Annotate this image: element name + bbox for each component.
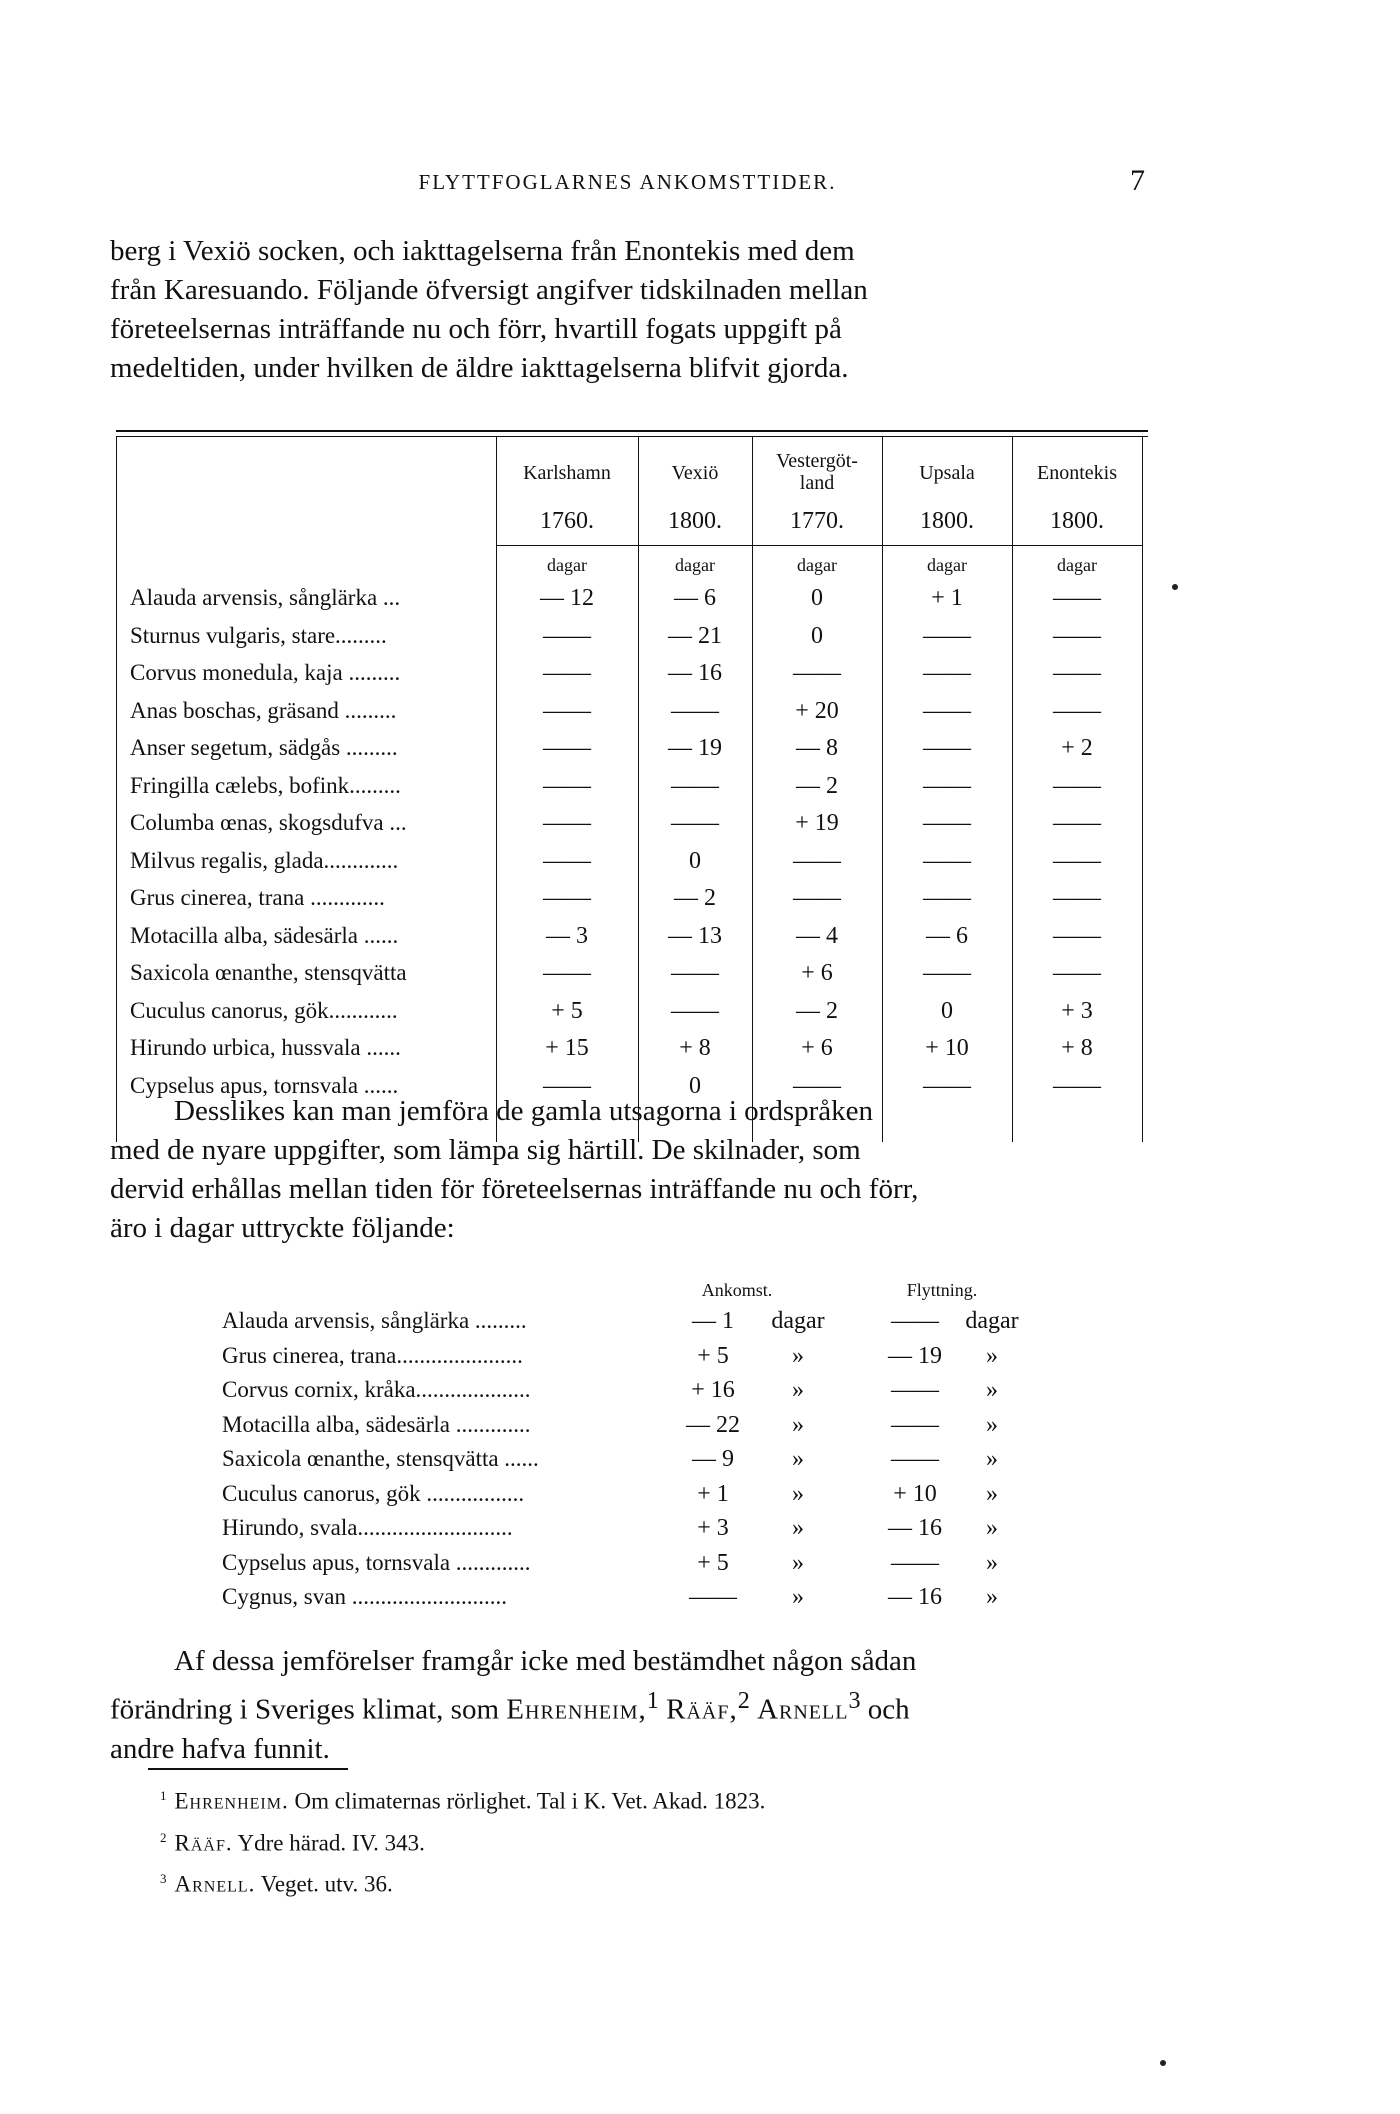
column-year: 1800. (668, 508, 722, 534)
running-head (110, 164, 1145, 210)
species-name: Sturnus vulgaris, stare......... (130, 622, 387, 648)
table-cell: —— (1053, 922, 1101, 949)
table-cell: + 15 (545, 1035, 589, 1061)
table-cell: —— (1053, 810, 1101, 836)
table-cell: —— (923, 810, 971, 836)
species-name: Grus cinerea, trana ............. (130, 885, 385, 910)
table-cell: » (792, 1480, 804, 1507)
table-cell: — 6 (674, 585, 716, 611)
footnote-ref: 3 (848, 1687, 861, 1714)
table-cell: —— (1053, 885, 1101, 911)
table-cell: — 13 (668, 922, 722, 949)
table-cell: —— (923, 697, 971, 724)
table-cell: —— (923, 960, 971, 986)
column-unit: dagar (1057, 555, 1097, 575)
table-cell: —— (793, 1072, 841, 1099)
departure-header: Flyttning. (906, 1280, 978, 1300)
table-top-rule-thin (116, 436, 1148, 437)
footnote-marker: 1 (160, 1788, 167, 1803)
species-name: Corvus monedula, kaja ......... (130, 660, 401, 685)
table-cell: —— (543, 847, 591, 874)
table-cell: — 19 (888, 1342, 942, 1369)
table-cell: —— (1053, 847, 1101, 874)
table-cell: — 21 (668, 622, 722, 649)
table-cell: » (792, 1584, 804, 1610)
table-cell: —— (793, 885, 841, 911)
table-cell: —— (543, 735, 591, 761)
column-unit: dagar (927, 555, 967, 575)
table-cell: —— (1053, 1072, 1101, 1099)
footnotes (160, 1778, 765, 1903)
table-cell: » (986, 1411, 998, 1438)
footnote-text: Ydre härad. IV. 343. (237, 1830, 425, 1856)
table-cell: — 2 (796, 772, 838, 799)
table-cell: —— (891, 1308, 939, 1334)
table-cell: — 19 (668, 735, 722, 761)
column-year: 1800. (1050, 508, 1104, 534)
table-cell: —— (671, 697, 719, 724)
table-cell: —— (671, 810, 719, 836)
proverb-comparison-table (222, 1280, 1062, 1630)
species-name: Fringilla cælebs, bofink......... (130, 772, 401, 798)
table-cell: —— (543, 772, 591, 799)
species-name: Columba œnas, skogsdufva ... (130, 810, 407, 835)
table-cell: + 3 (1061, 997, 1093, 1024)
text-line: Af dessa jemförelser framgår icke med bestämdhet någon sådan (174, 1645, 917, 1677)
table-cell: — 12 (540, 585, 594, 611)
text-line: med de nyare uppgifter, som lämpa sig härtill. De skilnader, som (110, 1134, 861, 1166)
arrival-difference-table (116, 430, 1148, 1142)
footnote-author: Arnell. (174, 1871, 256, 1897)
species-name: Saxicola œnanthe, stensqvätta ...... (222, 1446, 539, 1471)
species-name: Cygnus, svan ........................... (222, 1584, 507, 1609)
text-line: från Karesuando. Följande öfversigt angifver tidskilnaden mellan (110, 274, 868, 306)
table-cell: 0 (689, 1072, 701, 1099)
table-cell: » (986, 1377, 998, 1403)
text-line: berg i Vexiö socken, och iakttagelserna från Enontekis med dem (110, 235, 855, 267)
author-name: Arnell (757, 1693, 849, 1726)
table-cell: » (792, 1411, 804, 1438)
ink-speck (1172, 584, 1178, 590)
table-cell: —— (923, 847, 971, 874)
text-segment: förändring i Sveriges klimat, som (110, 1693, 500, 1726)
table-cell: —— (891, 1549, 939, 1576)
author-name: Ehrenheim, (506, 1693, 647, 1726)
table-cell: + 6 (801, 1035, 833, 1061)
table-cell: —— (923, 622, 971, 649)
table-cell: + 16 (691, 1377, 735, 1403)
table-cell: » (792, 1446, 804, 1472)
table-cell: » (792, 1549, 804, 1576)
column-header-enontekis: Enontekis (1037, 462, 1117, 484)
table-cell: —— (793, 660, 841, 686)
species-name: Milvus regalis, glada............. (130, 847, 399, 873)
table-cell: —— (891, 1411, 939, 1438)
table-cell: » (792, 1515, 804, 1541)
species-name: Hirundo, svala........................... (222, 1515, 513, 1540)
species-name: Cuculus canorus, gök ................. (222, 1480, 525, 1506)
table-cell: dagar (965, 1308, 1019, 1334)
footnote (160, 1861, 765, 1903)
footnote-marker: 3 (160, 1871, 167, 1887)
running-head-title: FLYTTFOGLARNES ANKOMSTTIDER. (418, 170, 837, 194)
table-cell: —— (1053, 622, 1101, 649)
table-cell: — 9 (692, 1446, 734, 1472)
table-cell: + 5 (697, 1342, 729, 1369)
table-cell: + 10 (925, 1035, 969, 1061)
table-cell: —— (543, 960, 591, 986)
column-header-karlshamn: Karlshamn (523, 462, 611, 484)
table-cell: —— (891, 1446, 939, 1472)
footnote-author: Ehrenheim. (174, 1788, 289, 1814)
table-cell: —— (793, 847, 841, 874)
species-name: Alauda arvensis, sånglärka ... (130, 585, 401, 610)
table-cell: —— (923, 772, 971, 799)
text-line: äro i dagar uttryckte följande: (110, 1212, 455, 1244)
table-cell: — 3 (546, 922, 588, 949)
table-cell: — 6 (926, 922, 968, 949)
table-cell: —— (543, 660, 591, 686)
text-line: medeltiden, under hvilken de äldre iakttagelserna blifvit gjorda. (110, 352, 849, 384)
species-name: Alauda arvensis, sånglärka ......... (222, 1308, 527, 1333)
intro-paragraph (110, 232, 1150, 388)
table-cell: + 6 (801, 960, 833, 986)
table-cell: —— (1053, 660, 1101, 686)
table-cell: — 4 (796, 922, 838, 949)
table-cell: —— (923, 660, 971, 686)
table-cell: — 16 (888, 1584, 942, 1610)
table-cell: » (986, 1446, 998, 1472)
species-name: Saxicola œnanthe, stensqvätta (130, 960, 407, 985)
table-cell: —— (543, 810, 591, 836)
table-cell: —— (543, 1072, 591, 1099)
column-year: 1760. (540, 508, 594, 534)
table-cell: —— (543, 622, 591, 649)
table-cell: —— (689, 1584, 737, 1610)
table-cell: —— (671, 997, 719, 1024)
column-header-vestergotland: Vestergöt- land (776, 450, 858, 494)
table-cell: — 2 (674, 885, 716, 911)
footnote (160, 1820, 765, 1862)
species-name: Anas boschas, gräsand ......... (130, 697, 397, 723)
table-cell: + 3 (697, 1515, 729, 1541)
table-cell: —— (923, 885, 971, 911)
table-cell: — 2 (796, 997, 838, 1024)
text-line: andre hafva funnit. (110, 1732, 330, 1765)
table-cell: —— (543, 885, 591, 911)
table-cell: + 8 (679, 1035, 711, 1061)
species-name: Cypselus apus, tornsvala ...... (130, 1072, 399, 1098)
table-cell: » (986, 1342, 998, 1369)
column-unit: dagar (547, 555, 587, 575)
table-cell: + 20 (795, 697, 839, 724)
table-cell: + 8 (1061, 1035, 1093, 1061)
table-cell: — 16 (888, 1515, 942, 1541)
table-cell: —— (1053, 697, 1101, 724)
species-name: Motacilla alba, sädesärla ...... (130, 922, 399, 948)
table-cell: » (986, 1515, 998, 1541)
footnote-ref: 2 (737, 1687, 750, 1714)
table-cell: » (792, 1377, 804, 1403)
header-bottom-rule (496, 545, 1142, 546)
ink-speck (1160, 2060, 1166, 2066)
text-line (110, 1681, 1150, 1730)
table-cell: 0 (689, 847, 701, 874)
table-cell: + 10 (893, 1480, 937, 1507)
table-cell: + 5 (551, 997, 583, 1024)
table-cell: —— (543, 697, 591, 724)
text-line: företeelsernas inträffande nu och förr, hvartill fogats uppgift på (110, 313, 842, 345)
table-cell: —— (891, 1377, 939, 1403)
text-line: Desslikes kan man jemföra de gamla utsagorna i ordspråken (174, 1095, 874, 1127)
column-year: 1800. (920, 508, 974, 534)
text-segment: och (867, 1693, 910, 1726)
column-unit: dagar (675, 555, 715, 575)
species-name: Motacilla alba, sädesärla ............. (222, 1411, 531, 1437)
table-cell: 0 (811, 585, 823, 611)
species-name: Hirundo urbica, hussvala ...... (130, 1035, 401, 1060)
table-cell: » (986, 1480, 998, 1507)
table-cell: — 22 (686, 1411, 740, 1438)
column-year: 1770. (790, 508, 844, 534)
table-cell: —— (923, 1072, 971, 1099)
footnote (160, 1778, 765, 1820)
middle-paragraph (110, 1092, 1150, 1248)
closing-paragraph (110, 1642, 1150, 1769)
footnote-text: Om climaternas rörlighet. Tal i K. Vet. Akad. 1823. (294, 1788, 766, 1814)
table-cell: 0 (811, 622, 823, 649)
footnote-ref: 1 (646, 1687, 659, 1714)
table-cell: — 16 (668, 660, 722, 686)
table-cell: — 1 (692, 1308, 734, 1334)
table-cell: —— (923, 735, 971, 761)
table-cell: 0 (941, 997, 953, 1024)
table-right-rule (1142, 436, 1143, 1142)
arrival-header: Ankomst. (701, 1280, 773, 1300)
table-cell: —— (671, 960, 719, 986)
footnote-author: Rääf. (174, 1830, 233, 1856)
table-cell: + 1 (931, 585, 963, 611)
table-top-rule (116, 430, 1148, 432)
table-cell: —— (1053, 960, 1101, 986)
species-name: Cuculus canorus, gök............ (130, 997, 398, 1023)
species-name: Cypselus apus, tornsvala ............. (222, 1549, 531, 1575)
table-cell: dagar (771, 1308, 825, 1334)
column-unit: dagar (797, 555, 837, 575)
page-number: 7 (1130, 164, 1145, 197)
table-cell: » (986, 1584, 998, 1610)
table-cell: —— (1053, 772, 1101, 799)
table-cell: + 19 (795, 810, 839, 836)
table-cell: — 8 (796, 735, 838, 761)
species-name: Anser segetum, sädgås ......... (130, 735, 398, 760)
table-cell: + 2 (1061, 735, 1093, 761)
column-header-upsala: Upsala (919, 462, 975, 484)
species-name: Grus cinerea, trana...................... (222, 1342, 523, 1368)
table-cell: + 5 (697, 1549, 729, 1576)
table-cell: » (986, 1549, 998, 1576)
footnote-text: Veget. utv. 36. (260, 1871, 393, 1897)
table-cell: —— (1053, 585, 1101, 611)
footnote-marker: 2 (160, 1829, 167, 1845)
species-name: Corvus cornix, kråka.................... (222, 1377, 531, 1402)
table-left-rule (116, 436, 117, 1142)
column-header-vexio: Vexiö (671, 462, 719, 484)
table-cell: » (792, 1342, 804, 1369)
author-name: Rääf, (666, 1693, 738, 1726)
table-cell: + 1 (697, 1480, 729, 1507)
text-line: dervid erhållas mellan tiden för företeelsernas inträffande nu och förr, (110, 1173, 919, 1205)
table-cell: —— (671, 772, 719, 799)
footnote-rule (148, 1768, 348, 1770)
